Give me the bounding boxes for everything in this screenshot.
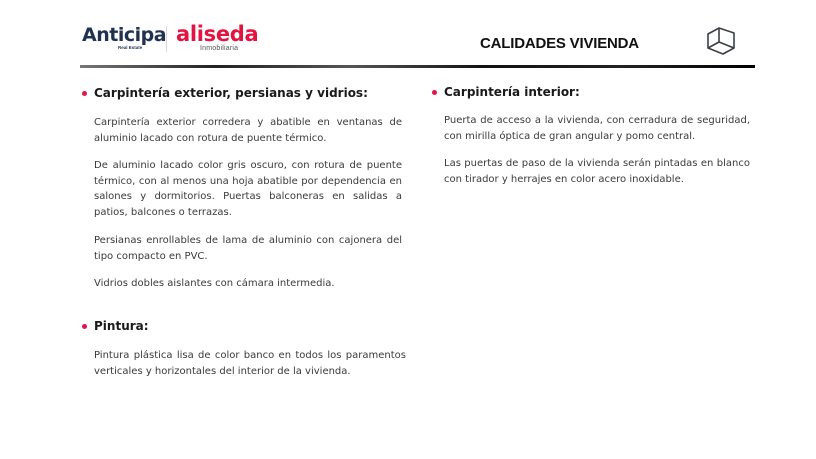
page-title: CALIDADES VIVIENDA xyxy=(480,35,639,52)
section-carpinteria-exterior xyxy=(80,85,410,292)
section-pintura xyxy=(80,318,410,379)
bullet-icon xyxy=(432,90,437,95)
paragraph: Persianas enrollables de lama de aluminio con cajonera del tipo compacto en PVC. xyxy=(94,235,402,262)
section-heading xyxy=(80,318,410,334)
paragraph: Las puertas de paso de la vivienda serán pintadas en blanco con tirador y herrajes en color acero inoxidable. xyxy=(444,158,750,185)
section-heading xyxy=(80,85,410,101)
section-carpinteria-interior xyxy=(430,84,760,187)
paragraph: De aluminio lacado color gris oscuro, con rotura de puente térmico, con al menos una hoja abatible por dependencia en salones y dormitorios. Puertas balconeras en salidas a patios, balcones o terrazas. xyxy=(94,160,402,218)
anticipa-logo xyxy=(82,24,167,54)
section-heading-text: Carpintería interior: xyxy=(444,85,580,99)
aliseda-logo-wordmark: aliseda xyxy=(176,22,259,46)
paragraph: Carpintería exterior corredera y abatible en ventanas de aluminio lacado con rotura de puente térmico. xyxy=(94,117,402,144)
bullet-icon xyxy=(82,324,87,329)
anticipa-logo-wordmark: Anticipa xyxy=(82,24,167,46)
section-heading-text: Carpintería exterior, persianas y vidrios: xyxy=(94,86,368,100)
bullet-icon xyxy=(82,91,87,96)
paragraph: Vidrios dobles aislantes con cámara intermedia. xyxy=(94,278,335,289)
logo-divider xyxy=(166,26,167,52)
header-divider xyxy=(80,65,755,68)
section-heading xyxy=(430,84,760,100)
aliseda-logo xyxy=(176,22,259,54)
cube-icon xyxy=(705,25,737,57)
aliseda-logo-tagline: Inmobiliaria xyxy=(200,45,239,52)
paragraph: Puerta de acceso a la vivienda, con cerradura de seguridad, con mirilla óptica de gran angular y pomo central. xyxy=(444,115,750,142)
paragraph: Pintura plástica lisa de color banco en todos los paramentos verticales y horizontales del interior de la vivienda. xyxy=(94,350,406,377)
anticipa-logo-tagline: Real Estate xyxy=(118,45,143,50)
section-heading-text: Pintura: xyxy=(94,319,149,333)
